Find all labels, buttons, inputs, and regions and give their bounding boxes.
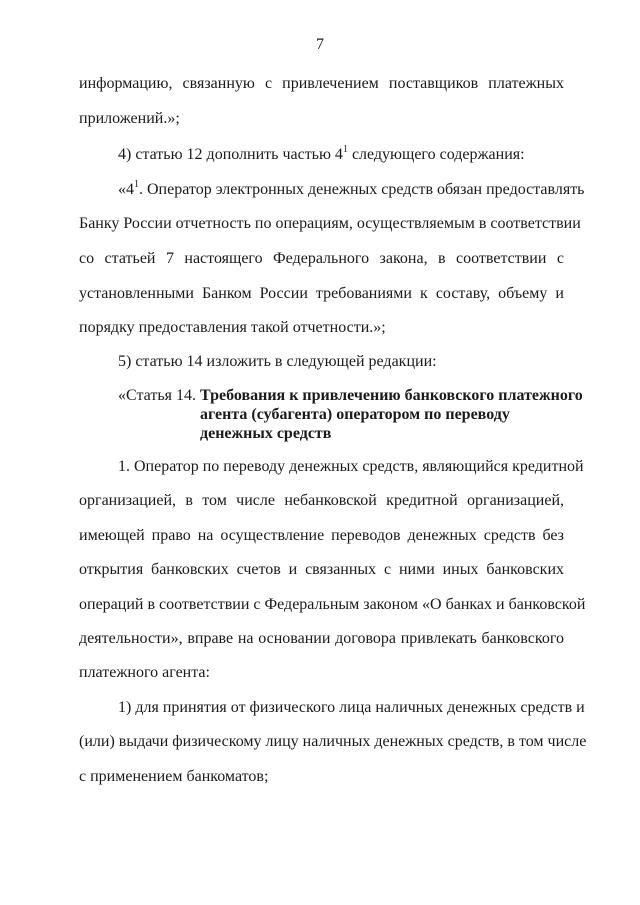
superscript: 1 (134, 178, 139, 190)
text-fragment: 4) статью 12 дополнить частью 4 (118, 146, 343, 163)
text-line: 5) статью 14 изложить в следующей редакции: (118, 353, 437, 370)
article-title-line: денежных средств (200, 425, 332, 442)
text-fragment: следующего содержания: (347, 146, 525, 163)
text-line: операций в соответствии с Федеральным законом «О банках и банковской (79, 596, 586, 613)
superscript: 1 (342, 143, 348, 155)
text-line: имеющей право на осуществление переводов денежных средств без (79, 527, 564, 544)
text-fragment: . Оператор электронных денежных средств обязан предоставлять (139, 181, 585, 198)
text-line: порядку предоставления такой отчетности.»; (79, 319, 386, 336)
article-title-line: Требования к привлечению банковского платежного (200, 387, 583, 404)
text-line: Банку России отчетность по операциям, осуществляемым в соответствии (79, 215, 581, 232)
text-line: (или) выдачи физическому лицу наличных денежных средств, в том числе (79, 733, 587, 750)
article-title (200, 386, 583, 443)
page-number: 7 (316, 36, 324, 53)
text-line: платежного агента: (79, 664, 210, 681)
text-line: приложений.»; (79, 110, 180, 127)
text-line: со статьей 7 настоящего Федерального закона, в соответствии с (79, 250, 564, 267)
article-title-line: агента (субагента) оператором по переводу (200, 406, 510, 423)
text-line: организацией, в том числе небанковской кредитной организацией, (79, 492, 564, 509)
text-line (118, 145, 525, 165)
text-line: 1. Оператор по переводу денежных средств, являющийся кредитной (118, 458, 584, 475)
text-line: деятельности», вправе на основании договора привлекать банковского (79, 630, 564, 647)
text-line: 1) для принятия от физического лица наличных денежных средств и (118, 699, 585, 716)
text-fragment: «4 (118, 181, 134, 198)
text-line: установленными Банком России требованиями к составу, объему и (79, 285, 564, 302)
text-line: открытия банковских счетов и связанных с ними иных банковских (79, 561, 564, 578)
text-line: с применением банкоматов; (79, 768, 269, 785)
article-label: «Статья 14. (118, 387, 196, 404)
text-line (118, 178, 585, 200)
text-line: информацию, связанную с привлечением поставщиков платежных (79, 75, 564, 92)
